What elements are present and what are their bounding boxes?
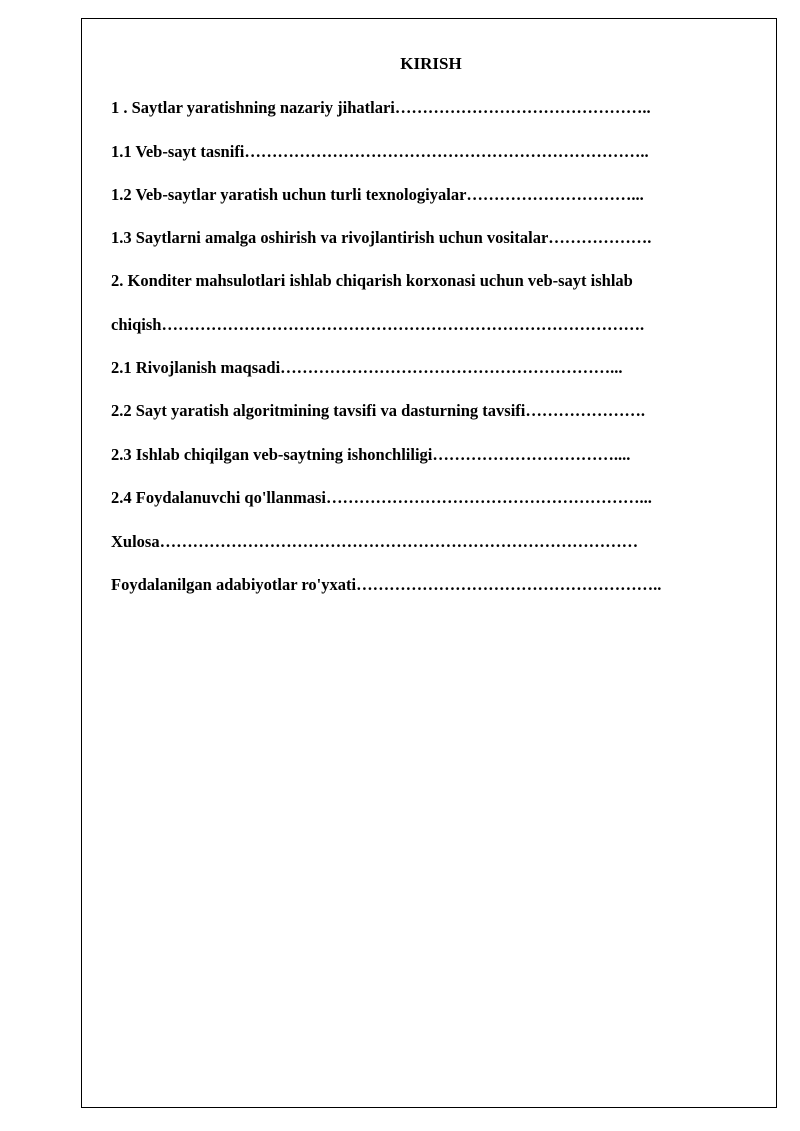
toc-entry-references: Foydalanilgan adabiyotlar ro'yxati………………………………………………..: [111, 575, 662, 594]
toc-entry-1-2: 1.2 Veb-saytlar yaratish uchun turli texnologiyalar…………………………...: [111, 185, 644, 204]
toc-entry-1: 1 . Saytlar yaratishning nazariy jihatlari………………………………………..: [111, 98, 651, 117]
toc-entry-2-3: 2.3 Ishlab chiqilgan veb-saytning ishonchliligi……………………………....: [111, 445, 631, 464]
toc-entry-xulosa: Xulosa……………………………………………………………………………: [111, 532, 639, 551]
toc-entry-2-continuation: chiqish…………………………………………………………………………….: [111, 315, 645, 334]
page-title: KIRISH: [400, 54, 462, 73]
toc-entry-2: 2. Konditer mahsulotlari ishlab chiqarish korxonasi uchun veb-sayt ishlab: [111, 271, 633, 290]
toc-entry-2-4: 2.4 Foydalanuvchi qo'llanmasi…………………………………………………...: [111, 488, 652, 507]
toc-entry-1-1: 1.1 Veb-sayt tasnifi………………………………………………………………..: [111, 142, 649, 161]
toc-entry-2-1: 2.1 Rivojlanish maqsadi……………………………………………………...: [111, 358, 623, 377]
page-border: [81, 18, 777, 1108]
toc-entry-2-2: 2.2 Sayt yaratish algoritmining tavsifi va dasturning tavsifi………………….: [111, 401, 645, 420]
toc-entry-1-3: 1.3 Saytlarni amalga oshirish va rivojlantirish uchun vositalar……………….: [111, 228, 652, 247]
